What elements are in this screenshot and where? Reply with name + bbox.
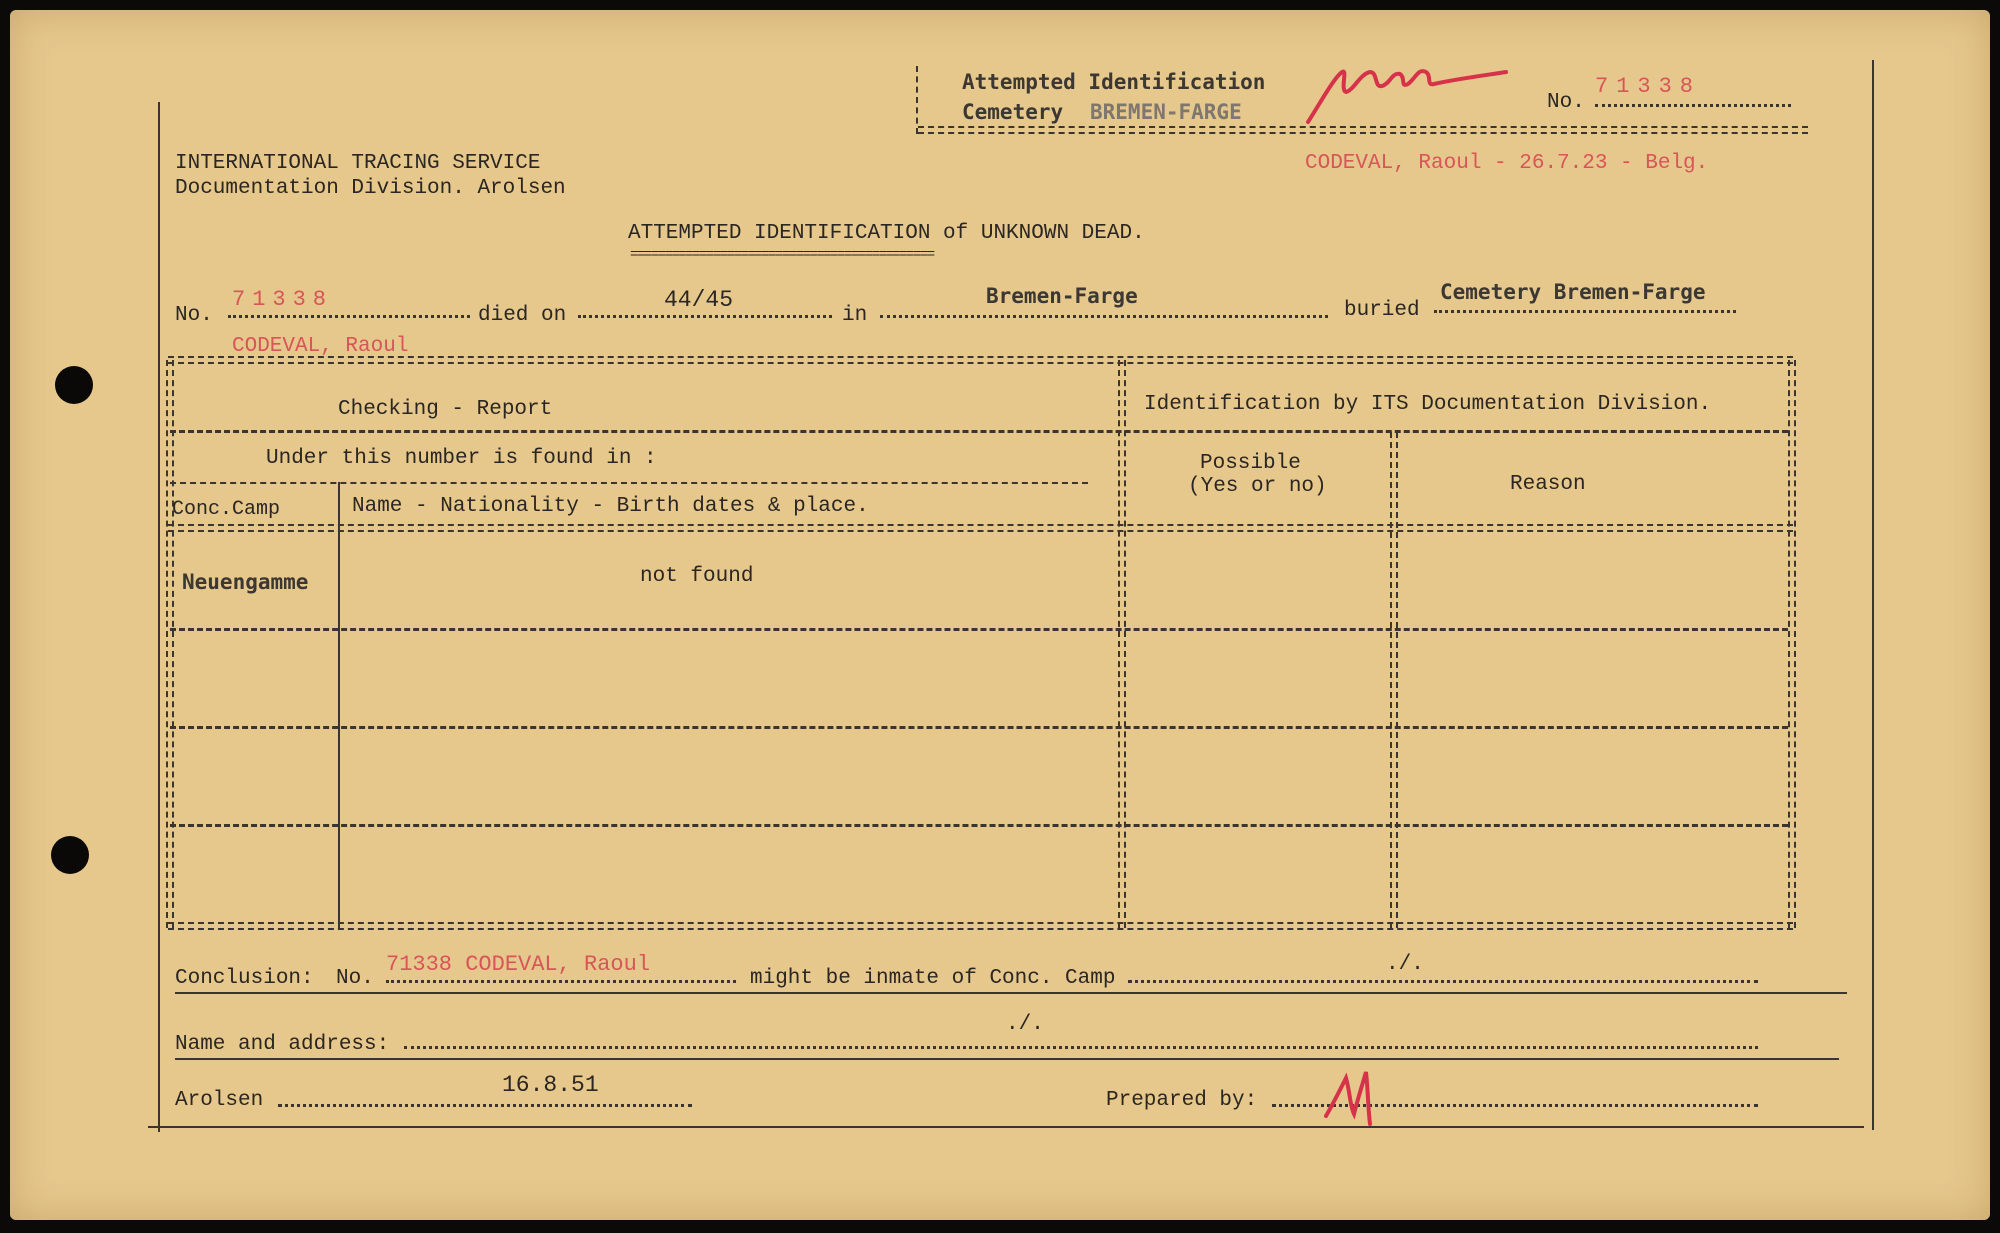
died-dots (578, 315, 832, 318)
org-line2: Documentation Division. Arolsen (175, 177, 566, 200)
row1-name: not found (640, 565, 754, 588)
conclusion-dots (386, 980, 736, 983)
conclusion-value: 71338 CODEVAL, Raoul (386, 952, 651, 977)
record-no-dots (228, 315, 470, 318)
table-possible-divider (1390, 432, 1398, 928)
table-top (168, 356, 1793, 364)
col-name: Name - Nationality - Birth dates & place. (352, 495, 869, 518)
camp-dots (1128, 980, 1758, 983)
signature-none (1300, 50, 1520, 130)
punch-hole-top (55, 366, 93, 404)
table-header-line (170, 430, 1788, 433)
row-line-3 (170, 824, 1788, 827)
top-no-label: No. (1547, 91, 1585, 114)
table-left (166, 360, 174, 928)
checking-report: Checking - Report (338, 398, 553, 421)
table-camp-divider (338, 482, 340, 928)
died-value: 44/45 (664, 287, 734, 313)
died-label: died on (478, 304, 567, 327)
col-reason: Reason (1510, 473, 1586, 496)
address-dots (404, 1046, 1758, 1049)
col-camp: Conc.Camp (172, 498, 281, 521)
stamp-box-left (916, 66, 918, 134)
subject-name: CODEVAL, Raoul - 26.7.23 - Belg. (1305, 152, 1709, 175)
prepared-label: Prepared by: (1106, 1089, 1258, 1112)
buried-dots (1434, 310, 1736, 313)
table-bottom (168, 922, 1793, 930)
table-right (1788, 360, 1796, 928)
conclusion-rule (175, 992, 1847, 994)
identification-header: Identification by ITS Documentation Division. (1144, 393, 1712, 416)
stamp-cemetery-value: BREMEN-FARGE (1090, 100, 1242, 124)
conclusion-no-label: No. (336, 967, 374, 990)
row-line-2 (170, 726, 1788, 729)
address-rule (175, 1058, 1839, 1060)
document-title: ATTEMPTED IDENTIFICATION of UNKNOWN DEAD. (628, 222, 1145, 245)
record-card (10, 10, 1990, 1220)
record-name: CODEVAL, Raoul (232, 335, 409, 358)
footer-date-dots (278, 1104, 692, 1107)
conclusion-label: Conclusion: (175, 967, 314, 990)
camp-value: ./. (1386, 953, 1424, 976)
top-no-value: 71338 (1595, 74, 1702, 99)
footer-place: Arolsen (175, 1089, 264, 1112)
record-no-value: 71338 (232, 287, 334, 312)
address-label: Name and address: (175, 1033, 390, 1056)
table-middle (1118, 360, 1126, 928)
row-line-1 (170, 628, 1788, 631)
in-value: Bremen-Farge (986, 284, 1138, 308)
title-underline: ============================================ (630, 247, 934, 263)
buried-value: Cemetery Bremen-Farge (1440, 280, 1706, 304)
address-value: ./. (1006, 1013, 1044, 1036)
might-be-text: might be inmate of Conc. Camp (750, 967, 1116, 990)
punch-hole-bottom (51, 836, 89, 874)
sub-header-line (170, 482, 1088, 484)
buried-label: buried (1344, 299, 1420, 322)
record-no-label: No. (175, 304, 213, 327)
col-possible-2: (Yes or no) (1188, 475, 1327, 498)
in-dots (880, 315, 1328, 318)
frame-left (158, 102, 160, 1132)
stamp-line1: Attempted Identification (962, 70, 1266, 94)
column-header-bottom (168, 524, 1793, 532)
footer-date: 16.8.51 (502, 1072, 599, 1098)
col-possible-1: Possible (1200, 452, 1301, 475)
row1-camp: Neuengamme (182, 570, 309, 594)
top-no-dots (1595, 104, 1791, 107)
stamp-cemetery-label: Cemetery (962, 100, 1064, 124)
frame-right (1872, 60, 1874, 1130)
in-label: in (842, 304, 868, 327)
preparer-signature (1320, 1050, 1380, 1130)
frame-bottom (148, 1126, 1864, 1128)
under-number: Under this number is found in : (266, 447, 657, 470)
org-line1: INTERNATIONAL TRACING SERVICE (175, 152, 541, 175)
